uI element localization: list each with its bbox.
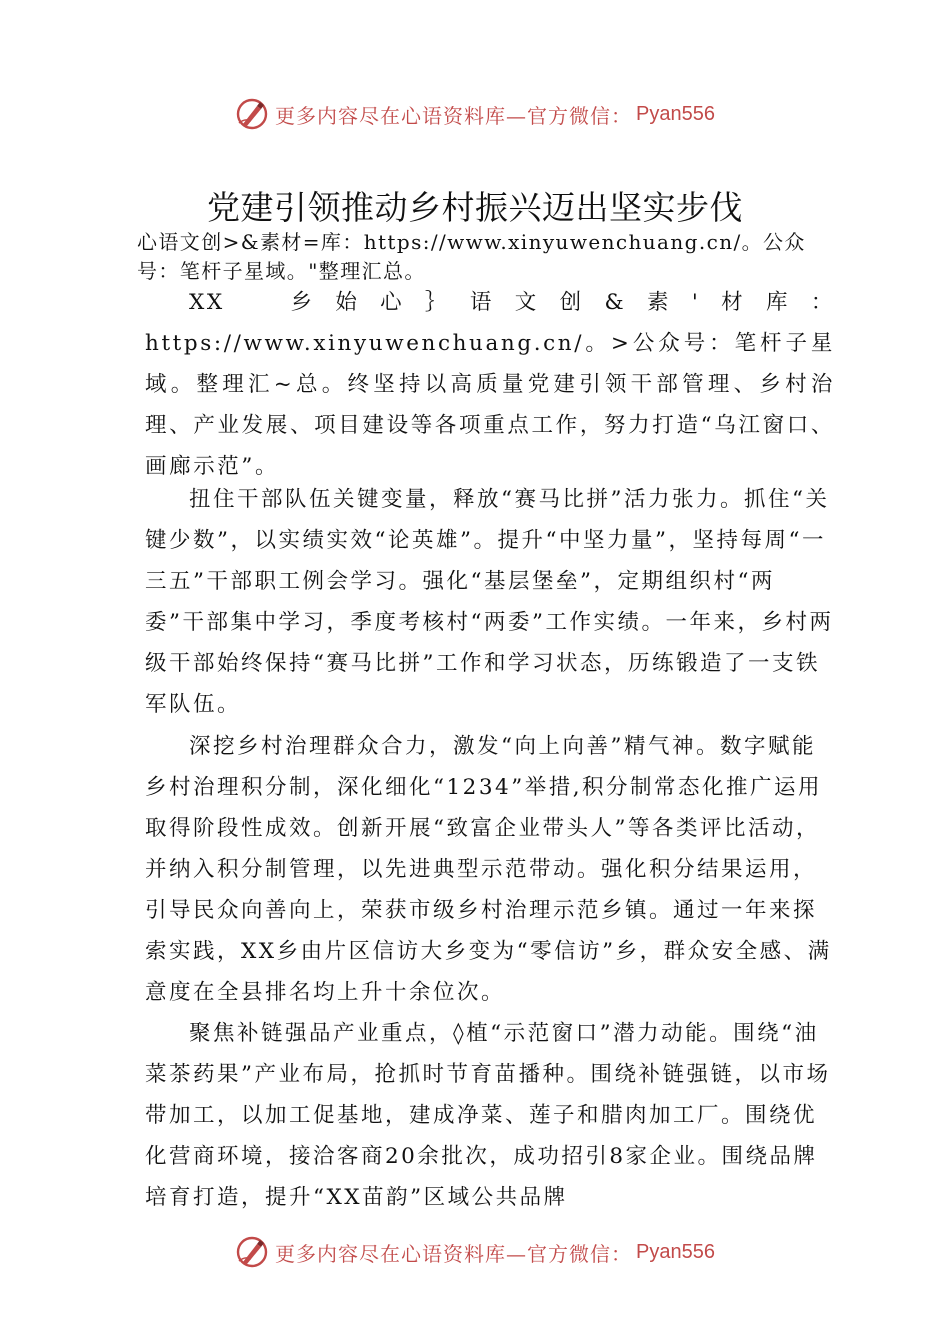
- header-banner: [0, 92, 950, 136]
- paragraph-4: 聚焦补链强品产业重点，◊植“示范窗口”潜力动能。围绕“油菜茶药果”产业布局，抢抓时节育苗播种。围绕补链强链，以市场带加工，以加工促基地，建成净菜、莲子和腊肉加工厂。围绕优化营商环境，接洽客商20余批次，成功招引8家企业。围绕品牌培育打造，提升“XX苗韵”区域公共品牌: [145, 1021, 831, 1210]
- document-title: 党建引领推动乡村振兴迈出坚实步伐: [207, 188, 743, 227]
- paragraph-1: XX 乡始心｝语文创&素'材库：https://www.xinyuwenchuang.cn/。>公众号：笔杆子星域。整理汇~总。终坚持以高质量党建引领干部管理、乡村治理、产业发展、项目建设等各项重点工作，努力打造“乌江窗口、画廊示范”。: [145, 290, 835, 479]
- banner-wechat-id: Pyan556: [636, 1240, 715, 1263]
- pen-logo-icon: [235, 97, 269, 131]
- banner-text: 更多内容尽在心语资料库—官方微信：: [275, 103, 633, 128]
- banner-wechat-id: Pyan556: [636, 102, 715, 125]
- footer-banner: [0, 1230, 950, 1274]
- banner-text: 更多内容尽在心语资料库—官方微信：: [275, 1241, 633, 1266]
- paragraph-2: 扭住干部队伍关键变量，释放“赛马比拼”活力张力。抓住“关键少数”，以实绩实效“论英雄”。提升“中坚力量”，坚持每周“一三五”干部职工例会学习。强化“基层堡垒”，定期组织村“两委”干部集中学习，季度考核村“两委”工作实绩。一年来，乡村两级干部始终保持“赛马比拼”工作和学习状态，历练锻造了一支铁军队伍。: [145, 487, 834, 717]
- source-note: 心语文创>&素材=库：https://www.xinyuwenchuang.cn/。公众号：笔杆子星域。"整理汇总。: [137, 230, 806, 283]
- paragraph-3: 深挖乡村治理群众合力，激发“向上向善”精气神。数字赋能乡村治理积分制，深化细化“1234”举措,积分制常态化推广运用取得阶段性成效。创新开展“致富企业带头人”等各类评比活动，并纳入积分制管理，以先进典型示范带动。强化积分结果运用，引导民众向善向上，荣获市级乡村治理示范乡镇。通过一年来探索实践，XX乡由片区信访大乡变为“零信访”乡，群众安全感、满意度在全县排名均上升十余位次。: [145, 734, 832, 1005]
- pen-logo-icon: [235, 1235, 269, 1269]
